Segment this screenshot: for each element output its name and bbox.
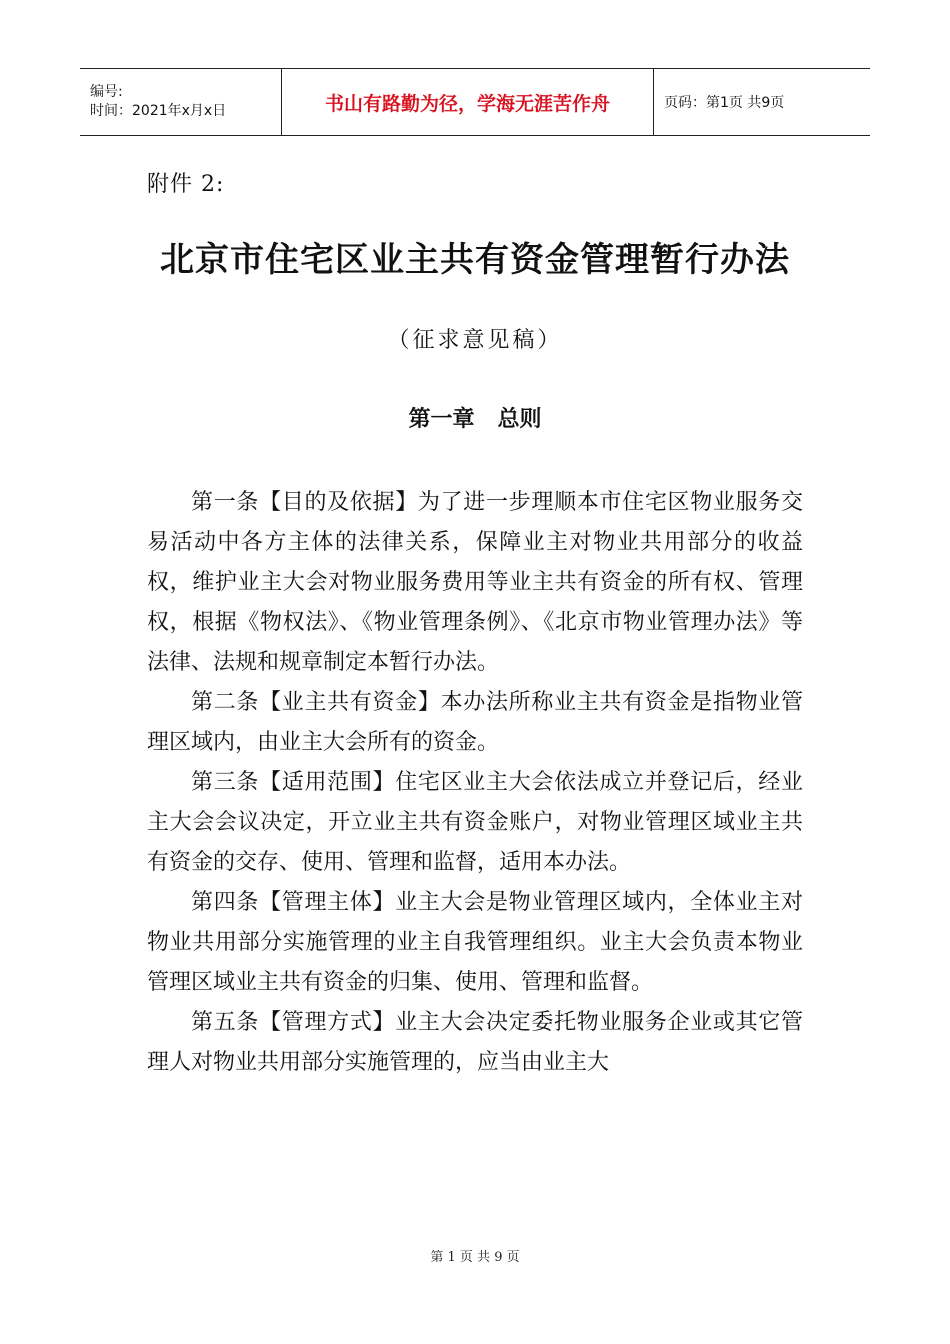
document-body	[147, 483, 803, 1083]
page-header	[80, 68, 870, 136]
document-time-label: 时间：2021年x月x日	[90, 103, 227, 119]
document-number-label: 编号:	[90, 84, 123, 100]
header-meta-cell	[80, 69, 282, 135]
attachment-label: 附件 2:	[147, 172, 225, 197]
header-page-info: 页码：第1页 共9页	[664, 95, 785, 111]
page-footer: 第 1 页 共 9 页	[430, 1250, 520, 1265]
document-title: 北京市住宅区业主共有资金管理暂行办法	[160, 240, 790, 280]
article-2: 第二条【业主共有资金】本办法所称业主共有资金是指物业管理区域内，由业主大会所有的资金。	[147, 690, 803, 755]
header-page-cell	[654, 69, 870, 135]
article-5: 第五条【管理方式】业主大会决定委托物业服务企业或其它管理人对物业共用部分实施管理的，应当由业主大	[147, 1010, 803, 1075]
chapter-heading: 第一章 总则	[408, 407, 542, 432]
header-motto-cell	[282, 69, 654, 135]
article-1: 第一条【目的及依据】为了进一步理顺本市住宅区物业服务交易活动中各方主体的法律关系，保障业主对物业共用部分的收益权，维护业主大会对物业服务费用等业主共有资金的所有权、管理权，根据《物权法》、《物业管理条例》、《北京市物业管理办法》等法律、法规和规章制定本暂行办法。	[147, 490, 803, 675]
article-4: 第四条【管理主体】业主大会是物业管理区域内，全体业主对物业共用部分实施管理的业主自我管理组织。业主大会负责本物业管理区域业主共有资金的归集、使用、管理和监督。	[147, 890, 803, 995]
article-3: 第三条【适用范围】住宅区业主大会依法成立并登记后，经业主大会会议决定，开立业主共有资金账户，对物业管理区域业主共有资金的交存、使用、管理和监督，适用本办法。	[147, 770, 803, 875]
document-subtitle: （征求意见稿）	[387, 328, 563, 353]
header-motto: 书山有路勤为径，学海无涯苦作舟	[324, 92, 610, 115]
